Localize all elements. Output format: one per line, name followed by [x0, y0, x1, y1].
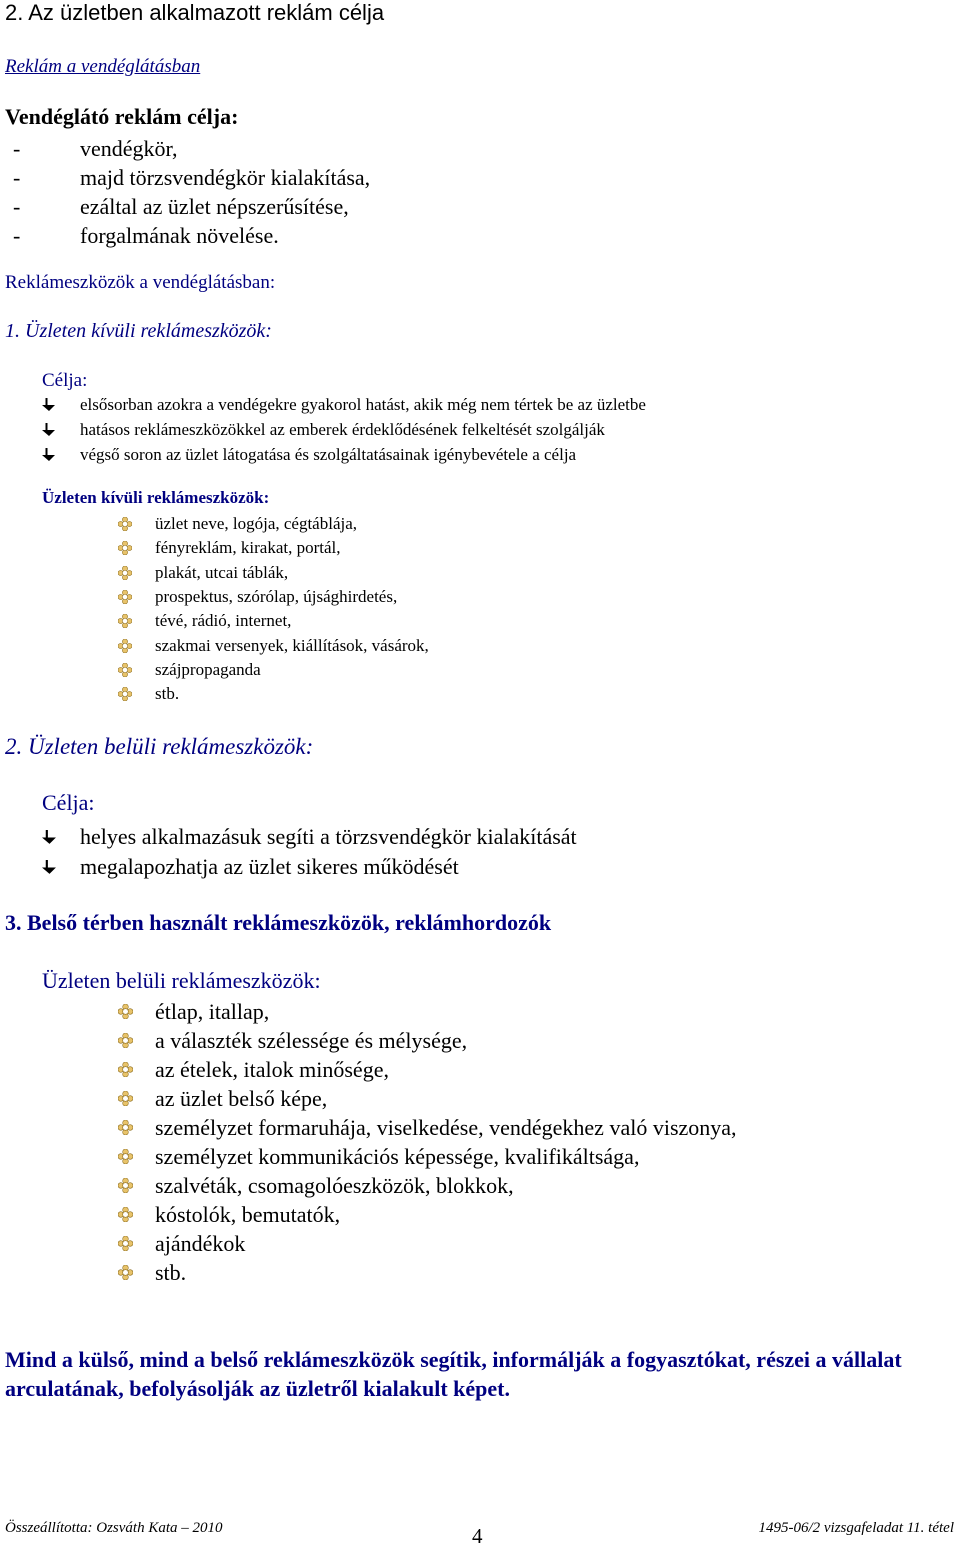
- list-item-label: fényreklám, kirakat, portál,: [155, 538, 341, 558]
- summary-paragraph: Mind a külső, mind a belső reklámeszközök segítik, informálják a fogyasztókat, részei a vállalat arculatának, befolyásolják az üzletről kialakult képet.: [5, 1347, 902, 1401]
- list-item: [118, 1026, 737, 1055]
- page-heading: 2. Az üzletben alkalmazott reklám célja: [5, 0, 385, 25]
- list-item-label: szakmai versenyek, kiállítások, vásárok,: [155, 635, 429, 655]
- list-item-label: étlap, itallap,: [155, 998, 270, 1024]
- list-item: - forgalmának növelése.: [5, 221, 370, 250]
- flower-bullet-icon: [118, 1033, 155, 1048]
- list-item-label: szalvéták, csomagolóeszközök, blokkok,: [155, 1172, 514, 1198]
- list-item: [118, 512, 429, 536]
- arrow-bullet-icon: [42, 448, 80, 462]
- list-item: [118, 1142, 737, 1171]
- flower-bullet-icon: [118, 687, 155, 701]
- list-item-label: stb.: [155, 1259, 187, 1285]
- section1-list-title: Üzleten kívüli reklámeszközök:: [42, 488, 270, 507]
- list-item: [118, 1229, 737, 1258]
- dash-bullet: -: [13, 194, 21, 219]
- list-item-label: az ételek, italok minősége,: [155, 1056, 389, 1082]
- flower-bullet-icon: [118, 663, 155, 677]
- flower-bullet-icon: [118, 590, 155, 604]
- list-item: helyes alkalmazásuk segíti a törzsvendégkör kialakítását: [42, 822, 577, 852]
- list-item-label: üzlet neve, logója, cégtáblája,: [155, 514, 358, 534]
- list-item: [118, 1113, 737, 1142]
- list-item-label: tévé, rádió, internet,: [155, 611, 292, 631]
- list-item: [118, 561, 429, 585]
- arrow-bullet-icon: [42, 860, 80, 875]
- list-item: végső soron az üzlet látogatása és szolgáltatásainak igénybevétele a célja: [42, 442, 646, 467]
- flower-bullet-icon: [118, 614, 155, 628]
- list-item: - vendégkör,: [5, 134, 370, 163]
- footer-author: Összeállította: Ozsváth Kata – 2010: [5, 1520, 223, 1536]
- dash-bullet: -: [13, 165, 21, 190]
- list-item-label: kóstolók, bemutatók,: [155, 1201, 341, 1227]
- flower-bullet-icon: [118, 1265, 155, 1280]
- list-item: - majd törzsvendégkör kialakítása,: [5, 163, 370, 192]
- list-item: [118, 1084, 737, 1113]
- list-item: hatásos reklámeszközökkel az emberek érdeklődésének felkeltését szolgálják: [42, 417, 646, 442]
- list-item-label: a választék szélessége és mélysége,: [155, 1027, 468, 1053]
- tools-title: Reklámeszközök a vendéglátásban:: [5, 272, 276, 293]
- list-item: [118, 536, 429, 560]
- arrow-bullet-icon: [42, 423, 80, 437]
- arrow-bullet-icon: [42, 398, 80, 412]
- flower-bullet-icon: [118, 541, 155, 555]
- goal-title: Vendéglátó reklám célja:: [5, 104, 239, 129]
- section2-title: 2. Üzleten belüli reklámeszközök:: [5, 734, 314, 759]
- list-item: elsősorban azokra a vendégekre gyakorol hatást, akik még nem tértek be az üzletbe: [42, 392, 646, 417]
- flower-bullet-icon: [118, 1178, 155, 1193]
- list-item-label: ajándékok: [155, 1230, 246, 1256]
- list-item: [118, 633, 429, 657]
- list-item-label: stb.: [155, 684, 180, 704]
- list-item: [118, 585, 429, 609]
- list-item-label: szájpropaganda: [155, 659, 261, 679]
- section2-celja: Célja:: [42, 790, 95, 815]
- flower-bullet-icon: [118, 1120, 155, 1135]
- list-item: [118, 609, 429, 633]
- list-item: [118, 682, 429, 706]
- flower-bullet-icon: [118, 566, 155, 580]
- flower-bullet-icon: [118, 1149, 155, 1164]
- list-item: megalapozhatja az üzlet sikeres működését: [42, 852, 577, 882]
- section1-title: 1. Üzleten kívüli reklámeszközök:: [5, 320, 272, 342]
- flower-bullet-icon: [118, 1207, 155, 1222]
- list-item: [118, 658, 429, 682]
- footer-exam: 1495-06/2 vizsgafeladat 11. tétel: [758, 1520, 954, 1536]
- section3-title: 3. Belső térben használt reklámeszközök, reklámhordozók: [5, 910, 552, 935]
- list-item: [118, 997, 737, 1026]
- section1-celja: Célja:: [42, 370, 88, 391]
- list-item: [118, 1258, 737, 1287]
- section1-goal-list: [42, 392, 646, 467]
- section3-list-title: Üzleten belüli reklámeszközök:: [42, 968, 321, 993]
- flower-bullet-icon: [118, 1062, 155, 1077]
- dash-bullet: -: [13, 136, 21, 161]
- list-item-label: személyzet formaruhája, viselkedése, vendégekhez való viszonya,: [155, 1114, 737, 1140]
- list-item: [118, 1171, 737, 1200]
- list-item-label: prospektus, szórólap, újsághirdetés,: [155, 587, 398, 607]
- list-item-label: személyzet kommunikációs képessége, kvalifikáltsága,: [155, 1143, 640, 1169]
- flower-bullet-icon: [118, 517, 155, 531]
- flower-bullet-icon: [118, 1236, 155, 1251]
- list-item: [118, 1200, 737, 1229]
- flower-bullet-icon: [118, 1004, 155, 1019]
- arrow-bullet-icon: [42, 830, 80, 845]
- list-item: - ezáltal az üzlet népszerűsítése,: [5, 192, 370, 221]
- page-number: 4: [472, 1524, 483, 1548]
- list-item-label: az üzlet belső képe,: [155, 1085, 328, 1111]
- flower-bullet-icon: [118, 1091, 155, 1106]
- list-item-label: plakát, utcai táblák,: [155, 562, 289, 582]
- dash-bullet: -: [13, 223, 21, 248]
- section1-tools-list: [118, 512, 429, 706]
- section-link[interactable]: Reklám a vendéglátásban: [5, 56, 201, 77]
- flower-bullet-icon: [118, 639, 155, 653]
- section2-goal-list: [42, 822, 577, 882]
- goal-list: [5, 134, 370, 250]
- section3-tools-list: [118, 997, 737, 1287]
- list-item: [118, 1055, 737, 1084]
